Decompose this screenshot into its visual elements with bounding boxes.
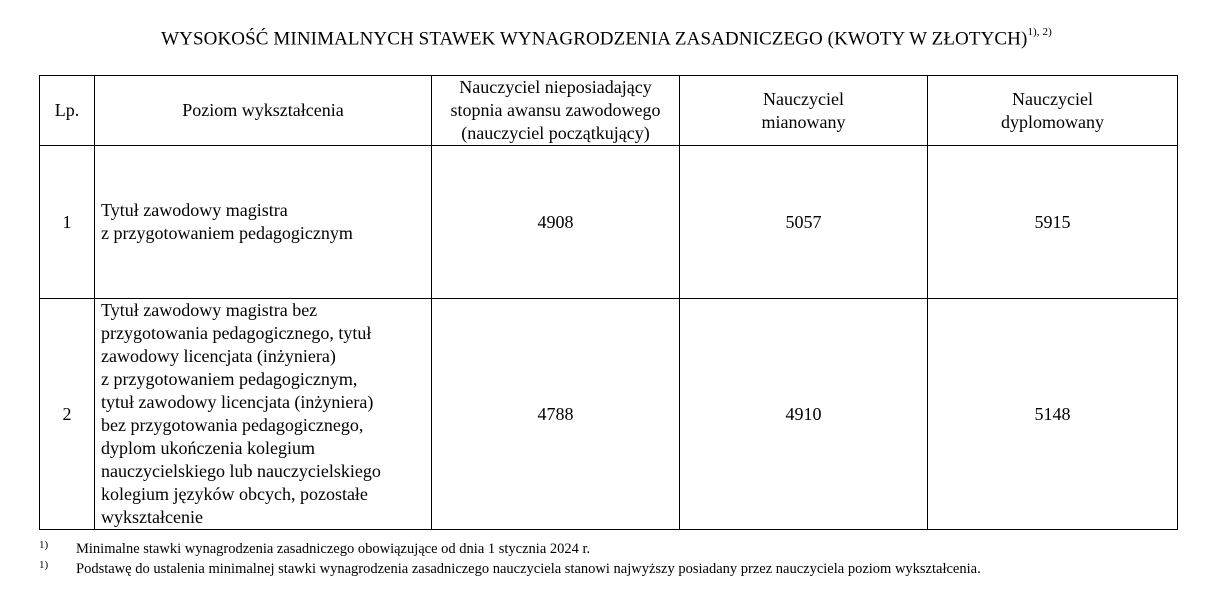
footnote-mark: 1) xyxy=(39,539,49,551)
salary-certified: 5915 xyxy=(928,146,1178,299)
education-level-line: wykształcenie xyxy=(101,507,203,527)
footnote-mark: 1) xyxy=(39,559,49,571)
footnote xyxy=(39,539,1189,559)
salary-table xyxy=(39,75,1178,530)
header-education-level: Poziom wykształcenia xyxy=(95,76,432,146)
header-lp: Lp. xyxy=(40,76,95,146)
education-level-line: kolegium języków obcych, pozostałe xyxy=(101,484,368,504)
table-header-row xyxy=(40,76,1178,146)
title-footnote-marks: 1), 2) xyxy=(1027,26,1052,38)
education-level-line: Tytuł zawodowy magistra bez xyxy=(101,300,318,320)
footnote-text: Podstawę do ustalenia minimalnej stawki wynagrodzenia zasadniczego nauczyciela stanowi najwyższy posiadany przez nauczyciela poziom wykształcenia. xyxy=(76,561,981,577)
row-education-level xyxy=(95,299,432,530)
header-teacher-beginner xyxy=(432,76,680,146)
footnotes xyxy=(39,539,1189,579)
header-teacher-beginner-line: Nauczyciel nieposiadający xyxy=(459,77,652,97)
title-text: WYSOKOŚĆ MINIMALNYCH STAWEK WYNAGRODZENIA ZASADNICZEGO (KWOTY W ZŁOTYCH) xyxy=(161,28,1028,50)
header-teacher-appointed-line: Nauczyciel xyxy=(763,88,844,109)
education-level-line: Tytuł zawodowy magistra xyxy=(101,200,288,220)
education-level-line: dyplom ukończenia kolegium xyxy=(101,438,315,458)
header-teacher-certified-line: Nauczyciel xyxy=(1012,88,1093,109)
education-level-line: przygotowania pedagogicznego, tytuł xyxy=(101,323,372,343)
header-teacher-beginner-line: stopnia awansu zawodowego xyxy=(450,100,661,120)
salary-certified: 5148 xyxy=(928,299,1178,530)
education-level-line: nauczycielskiego lub nauczycielskiego xyxy=(101,461,381,481)
header-teacher-certified xyxy=(928,76,1178,146)
salary-beginner: 4788 xyxy=(432,299,680,530)
education-level-line: tytuł zawodowy licencjata (inżyniera) xyxy=(101,392,374,412)
row-lp: 1 xyxy=(40,146,95,299)
education-level-line: z przygotowaniem pedagogicznym, xyxy=(101,369,358,389)
document-title xyxy=(0,28,1213,50)
footnote-text: Minimalne stawki wynagrodzenia zasadniczego obowiązujące od dnia 1 stycznia 2024 r. xyxy=(76,541,591,557)
table-row xyxy=(40,299,1178,530)
header-teacher-appointed-line: mianowany xyxy=(761,111,846,132)
row-education-level xyxy=(95,146,432,299)
education-level-line: bez przygotowania pedagogicznego, xyxy=(101,415,364,435)
salary-beginner: 4908 xyxy=(432,146,680,299)
salary-appointed: 5057 xyxy=(680,146,928,299)
row-lp: 2 xyxy=(40,299,95,530)
salary-appointed: 4910 xyxy=(680,299,928,530)
header-teacher-beginner-line: (nauczyciel początkujący) xyxy=(461,123,650,143)
footnote xyxy=(39,559,1189,579)
education-level-line: z przygotowaniem pedagogicznym xyxy=(101,223,353,243)
header-teacher-certified-line: dyplomowany xyxy=(1001,111,1104,132)
table-row xyxy=(40,146,1178,299)
education-level-line: zawodowy licencjata (inżyniera) xyxy=(101,346,336,366)
header-teacher-appointed xyxy=(680,76,928,146)
